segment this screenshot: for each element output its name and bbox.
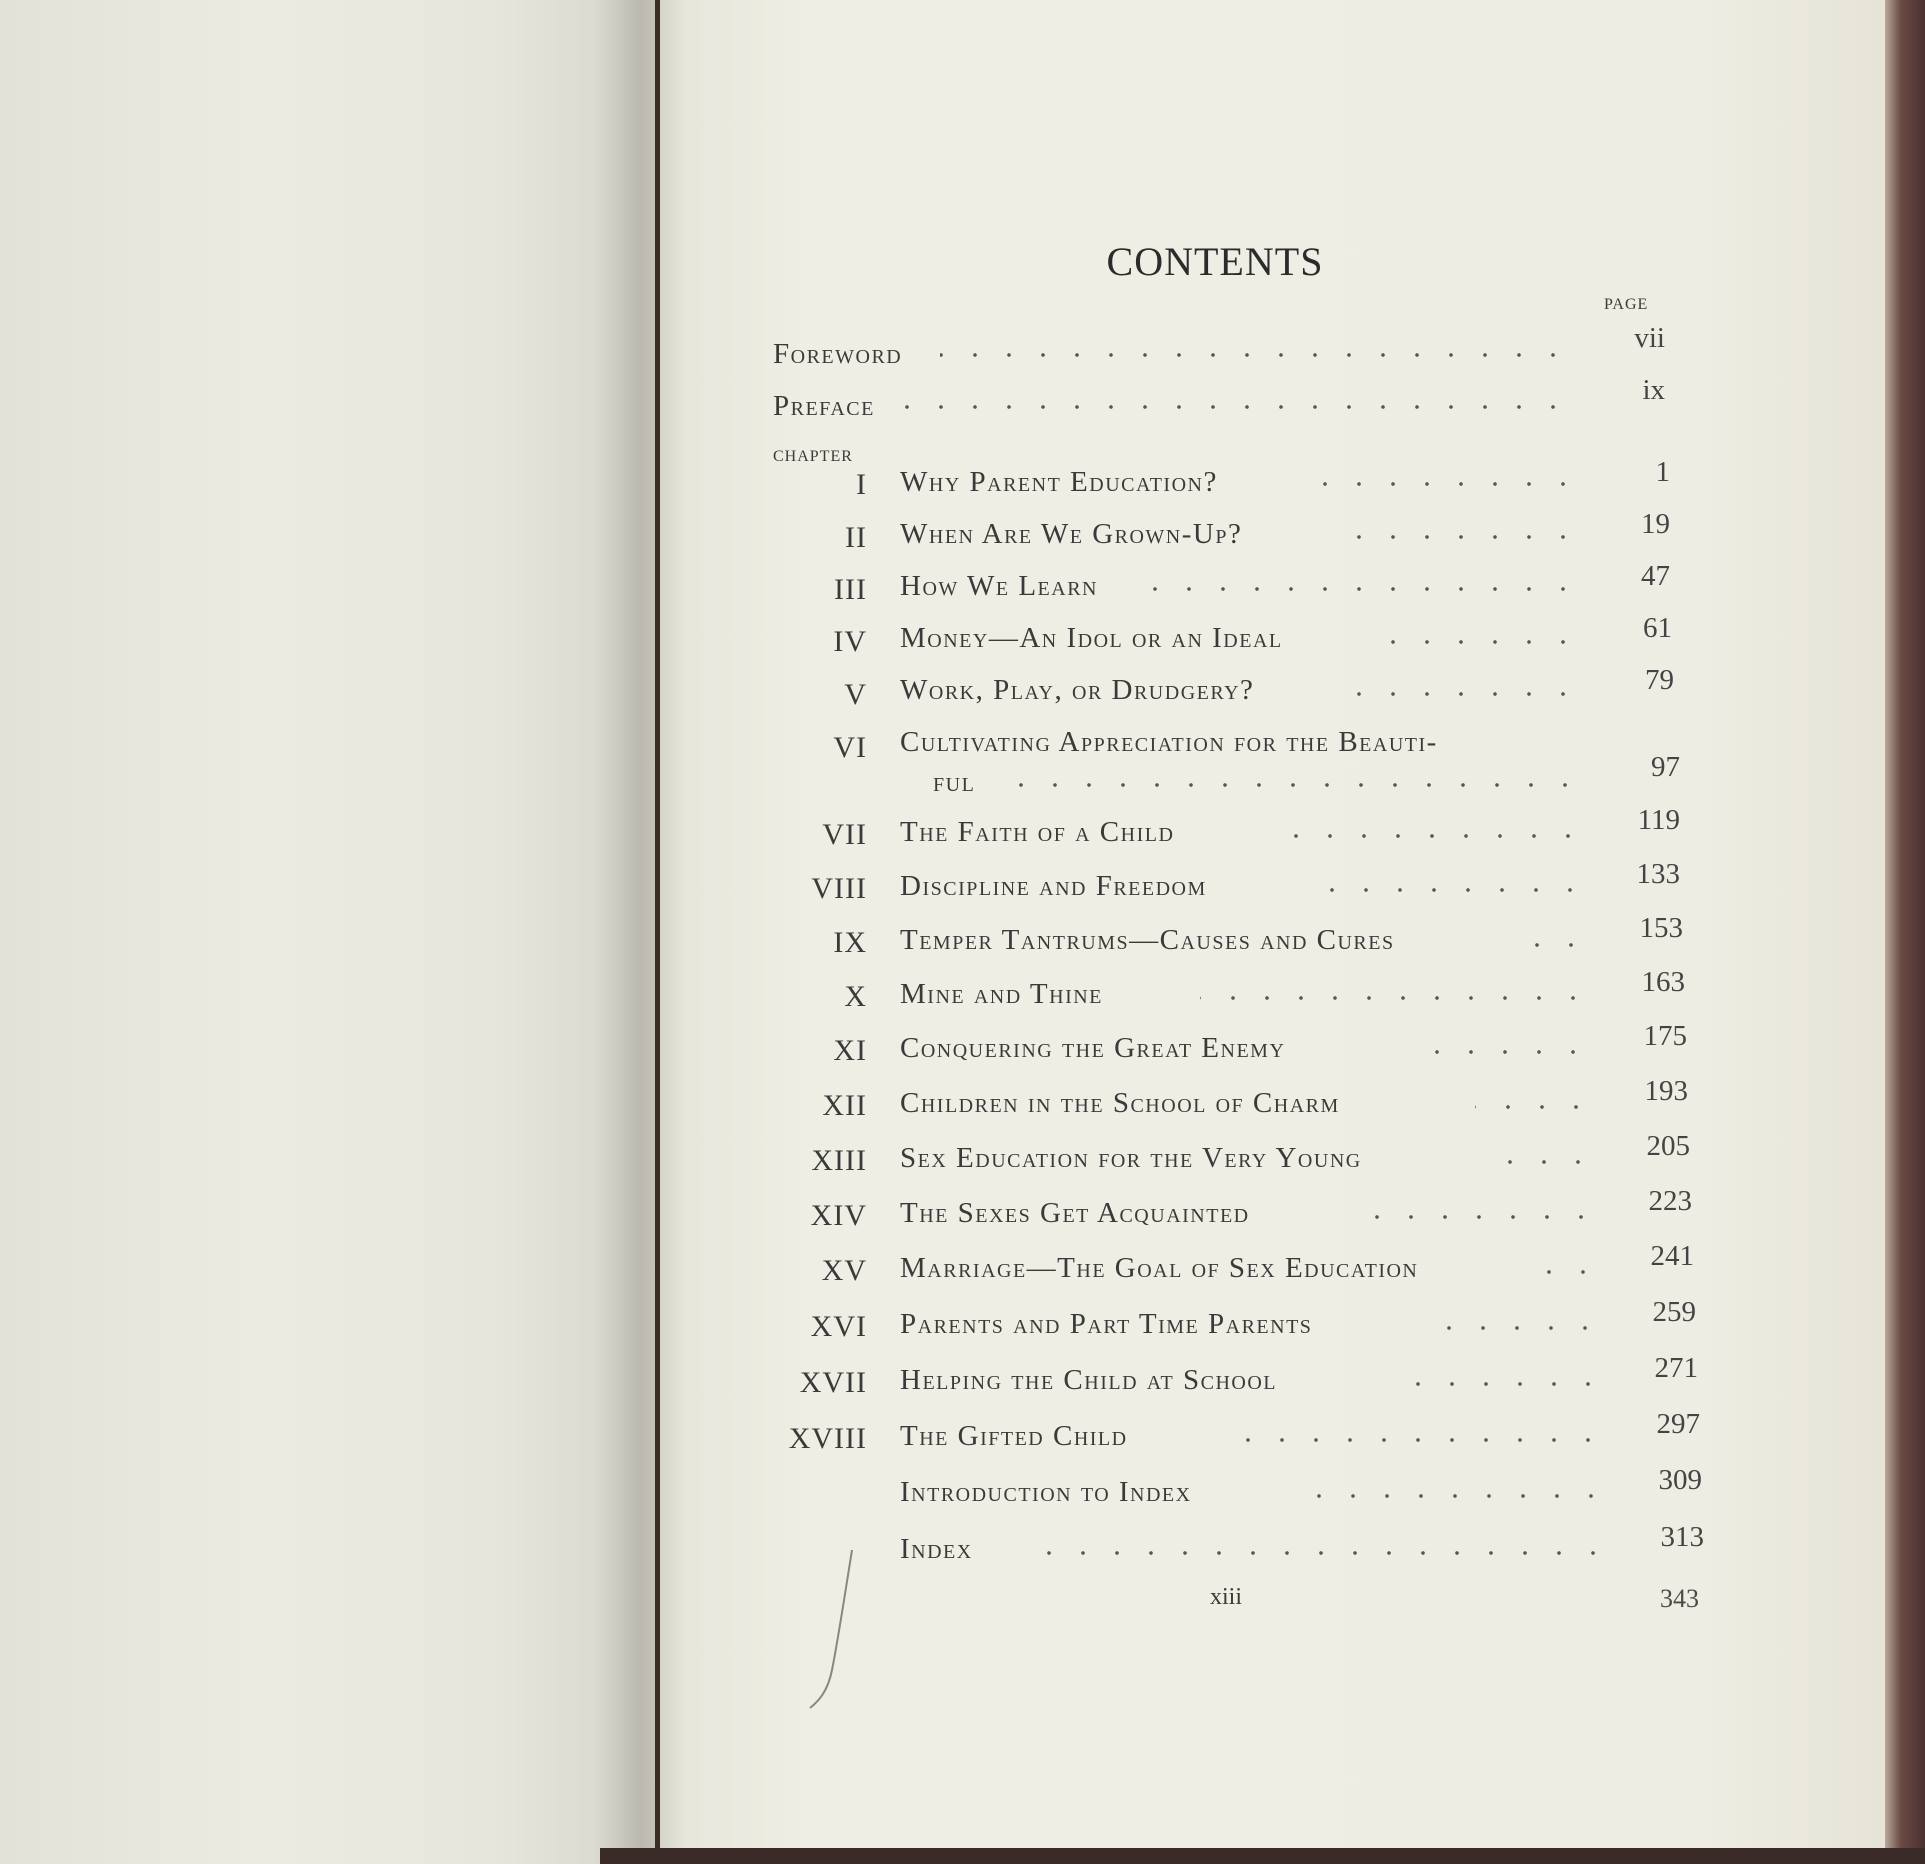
leader-dots [1300,888,1587,892]
leader-dots [1335,535,1580,539]
toc-page-chapter: 271 [1654,1352,1698,1384]
toc-entry-chapter: Cultivating Appreciation for the Beauti- [900,726,1438,758]
toc-entry-chapter: The Faith of a Child [900,816,1175,848]
toc-entry-chapter: Money—An Idol or an Ideal [900,622,1283,654]
leader-dots [905,405,1570,409]
toc-page-chapter: 297 [1656,1408,1700,1440]
chapter-number: I [856,468,867,501]
toc-entry-chapter: When Are We Grown-Up? [900,518,1243,550]
leader-dots [1340,692,1580,696]
contents-heading: CONTENTS [1106,239,1324,284]
pencil-mark [780,1540,880,1720]
toc-entry-foreword: Foreword [773,338,903,370]
chapter-number: II [845,521,867,554]
leader-dots [1535,1270,1600,1274]
leader-dots [1480,1160,1595,1164]
chapter-number: VII [822,818,867,851]
toc-entry-introduction-to-index: Introduction to Index [900,1476,1192,1508]
leader-dots [1370,640,1580,644]
page-column-header: PAGE [1604,296,1649,313]
leader-dots [1395,1382,1605,1386]
toc-entry-chapter: Helping the Child at School [900,1364,1277,1396]
leader-dots [1000,783,1582,787]
toc-entry-chapter: Sex Education for the Very Young [900,1142,1362,1174]
chapter-column-header: CHAPTER [773,448,853,465]
chapter-number: III [834,573,867,606]
chapter-number: XI [833,1034,867,1067]
page-number-annotation: 343 [1660,1584,1699,1613]
toc-entry-chapter: Why Parent Education? [900,466,1218,498]
leader-dots [1150,587,1580,591]
toc-entry-chapter: Work, Play, or Drudgery? [900,674,1255,706]
leader-dots [1020,1551,1610,1555]
chapter-number: XV [821,1254,867,1287]
chapter-number: VIII [811,872,867,905]
toc-entry-chapter: Discipline and Freedom [900,870,1207,902]
toc-page-chapter: 241 [1650,1240,1694,1272]
toc-entry-index: Index [900,1533,973,1565]
leader-dots [1370,1215,1598,1219]
leader-dots [1430,1326,1602,1330]
toc-page-chapter: 259 [1652,1296,1696,1328]
toc-page-chapter: 133 [1636,858,1680,890]
toc-entry-chapter: Children in the School of Charm [900,1087,1340,1119]
toc-page-chapter: 153 [1639,912,1683,944]
toc-page-chapter: 205 [1646,1130,1690,1162]
toc-page-chapter: 79 [1645,664,1674,696]
leader-dots [1265,834,1585,838]
toc-page-chapter: 47 [1641,560,1670,592]
toc-page-chapter: 19 [1641,508,1670,540]
toc-page-index: 313 [1660,1521,1704,1553]
page-folio: xiii [1210,1584,1243,1610]
toc-entry-chapter: Temper Tantrums—Causes and Cures [900,924,1395,956]
leader-dots [1525,943,1588,947]
toc-page-chapter: 61 [1643,612,1672,644]
toc-entry-chapter: Mine and Thine [900,978,1103,1010]
toc-entry-chapter-continued: ful [933,766,976,798]
toc-entry-chapter: Marriage—The Goal of Sex Education [900,1252,1419,1284]
toc-page-chapter: 175 [1643,1020,1687,1052]
toc-page-chapter: 163 [1641,966,1685,998]
toc-entry-chapter: How We Learn [900,570,1098,602]
chapter-number: IX [833,926,867,959]
toc-page-chapter: 1 [1655,456,1670,488]
chapter-number: XVII [799,1366,867,1399]
book-gutter [595,0,685,1864]
leader-dots [1200,996,1590,1000]
toc-page-chapter: 193 [1644,1075,1688,1107]
chapter-number: V [844,678,867,711]
toc-entry-chapter: Parents and Part Time Parents [900,1308,1313,1340]
leader-dots [1410,1050,1590,1054]
chapter-number: XIII [811,1144,867,1177]
toc-page-introduction-to-index: 309 [1658,1464,1702,1496]
toc-entry-chapter: The Sexes Get Acquainted [900,1197,1250,1229]
chapter-number: XIV [810,1199,867,1232]
chapter-number: VI [833,731,867,764]
left-page [0,0,655,1864]
toc-entry-preface: Preface [773,390,875,422]
toc-page-preface: ix [1642,374,1665,406]
leader-dots [1220,1438,1605,1442]
toc-page-foreword: vii [1634,322,1665,354]
toc-entry-chapter: Conquering the Great Enemy [900,1032,1286,1064]
book-bottom-edge [600,1848,1925,1864]
toc-page-chapter: 119 [1637,804,1680,836]
leader-dots [1300,1494,1608,1498]
book-cover-edge [1885,0,1925,1864]
chapter-number: X [844,980,867,1013]
leader-dots [940,353,1570,357]
chapter-number: XII [822,1089,867,1122]
leader-dots [1300,482,1580,486]
chapter-number: XVIII [788,1422,867,1455]
toc-page-chapter: 97 [1651,751,1680,783]
toc-entry-chapter: The Gifted Child [900,1420,1128,1452]
toc-page-chapter: 223 [1648,1185,1692,1217]
chapter-number: IV [833,625,867,658]
chapter-number: XVI [810,1310,867,1343]
leader-dots [1475,1105,1593,1109]
